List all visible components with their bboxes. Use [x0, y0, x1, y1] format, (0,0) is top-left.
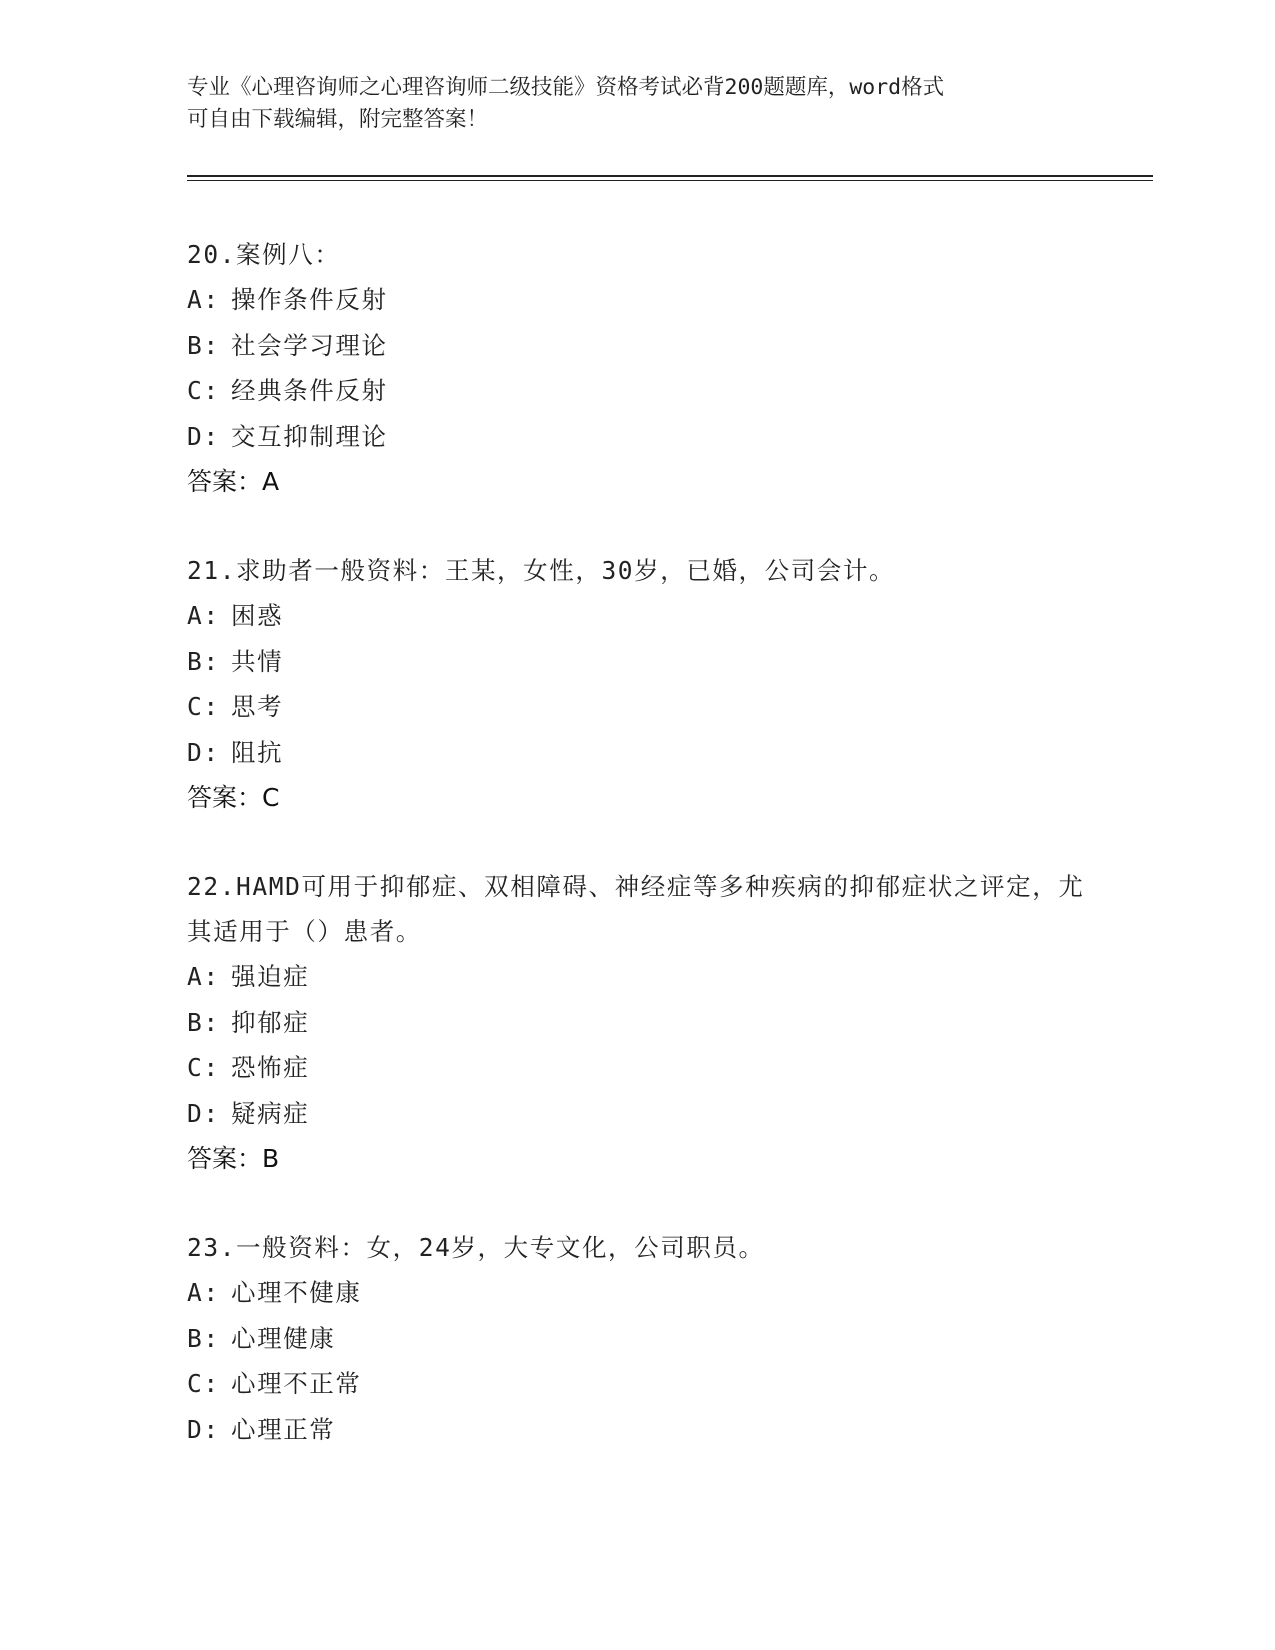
option-letter: B: — [187, 1323, 220, 1353]
option-d — [187, 1091, 1087, 1137]
option-letter: D: — [187, 1414, 220, 1444]
option-a — [187, 593, 1087, 639]
option-b — [187, 639, 1087, 685]
option-text: 心理正常 — [231, 1414, 336, 1444]
question-stem: 20.案例八： — [187, 240, 341, 269]
option-text: 恐怖症 — [231, 1053, 310, 1082]
option-text: 困惑 — [231, 601, 284, 630]
option-a — [187, 1270, 1087, 1316]
question-stem: 22.HAMD可用于抑郁症、双相障碍、神经症等多种疾病的抑郁症状之评定，尤其适用于（）患者。 — [187, 872, 1085, 946]
option-letter: C: — [187, 376, 220, 405]
question-23 — [187, 1225, 1087, 1452]
option-text: 思考 — [231, 692, 284, 721]
answer-line: 答案：B — [187, 1144, 280, 1173]
question-stem: 23.一般资料：女，24岁，大专文化，公司职员。 — [187, 1233, 765, 1262]
option-letter: A: — [187, 1278, 220, 1307]
option-text: 共情 — [231, 646, 284, 676]
option-b — [187, 1316, 1087, 1362]
option-text: 阻抗 — [231, 737, 284, 767]
option-letter: B: — [187, 646, 220, 676]
header-divider-thick — [187, 175, 1153, 177]
option-c — [187, 1045, 1087, 1091]
option-d — [187, 414, 1087, 460]
option-text: 社会学习理论 — [231, 330, 388, 360]
question-list — [187, 232, 1087, 1496]
question-22 — [187, 864, 1087, 1181]
header-line-2: 可自由下载编辑，附完整答案！ — [187, 107, 489, 132]
option-text: 交互抑制理论 — [231, 421, 388, 451]
option-a — [187, 954, 1087, 1000]
option-letter: A: — [187, 601, 220, 630]
option-d — [187, 730, 1087, 776]
option-letter: A: — [187, 285, 220, 314]
question-stem: 21.求助者一般资料：王某，女性，30岁，已婚，公司会计。 — [187, 556, 896, 585]
option-c — [187, 368, 1087, 414]
option-text: 强迫症 — [231, 962, 310, 991]
question-20 — [187, 232, 1087, 504]
option-a — [187, 277, 1087, 323]
option-letter: A: — [187, 962, 220, 991]
document-header — [187, 72, 1067, 136]
header-divider-thin — [187, 180, 1153, 181]
option-text: 疑病症 — [231, 1098, 310, 1128]
option-c — [187, 1361, 1087, 1407]
option-letter: B: — [187, 1007, 220, 1037]
option-text: 操作条件反射 — [231, 285, 388, 314]
header-line-1: 专业《心理咨询师之心理咨询师二级技能》资格考试必背200题题库，word格式 — [187, 75, 945, 100]
option-letter: C: — [187, 1053, 220, 1082]
option-text: 经典条件反射 — [231, 376, 388, 405]
question-21 — [187, 548, 1087, 820]
option-letter: D: — [187, 421, 220, 451]
option-letter: C: — [187, 1369, 220, 1398]
answer-line: 答案：C — [187, 783, 280, 812]
option-letter: B: — [187, 330, 220, 360]
option-text: 抑郁症 — [231, 1007, 310, 1037]
option-text: 心理健康 — [231, 1323, 336, 1353]
option-text: 心理不健康 — [231, 1278, 362, 1307]
option-b — [187, 323, 1087, 369]
option-text: 心理不正常 — [231, 1369, 362, 1398]
answer-line: 答案：A — [187, 467, 280, 496]
option-b — [187, 1000, 1087, 1046]
option-letter: D: — [187, 737, 220, 767]
option-letter: C: — [187, 692, 220, 721]
option-c — [187, 684, 1087, 730]
option-letter: D: — [187, 1098, 220, 1128]
option-d — [187, 1407, 1087, 1453]
